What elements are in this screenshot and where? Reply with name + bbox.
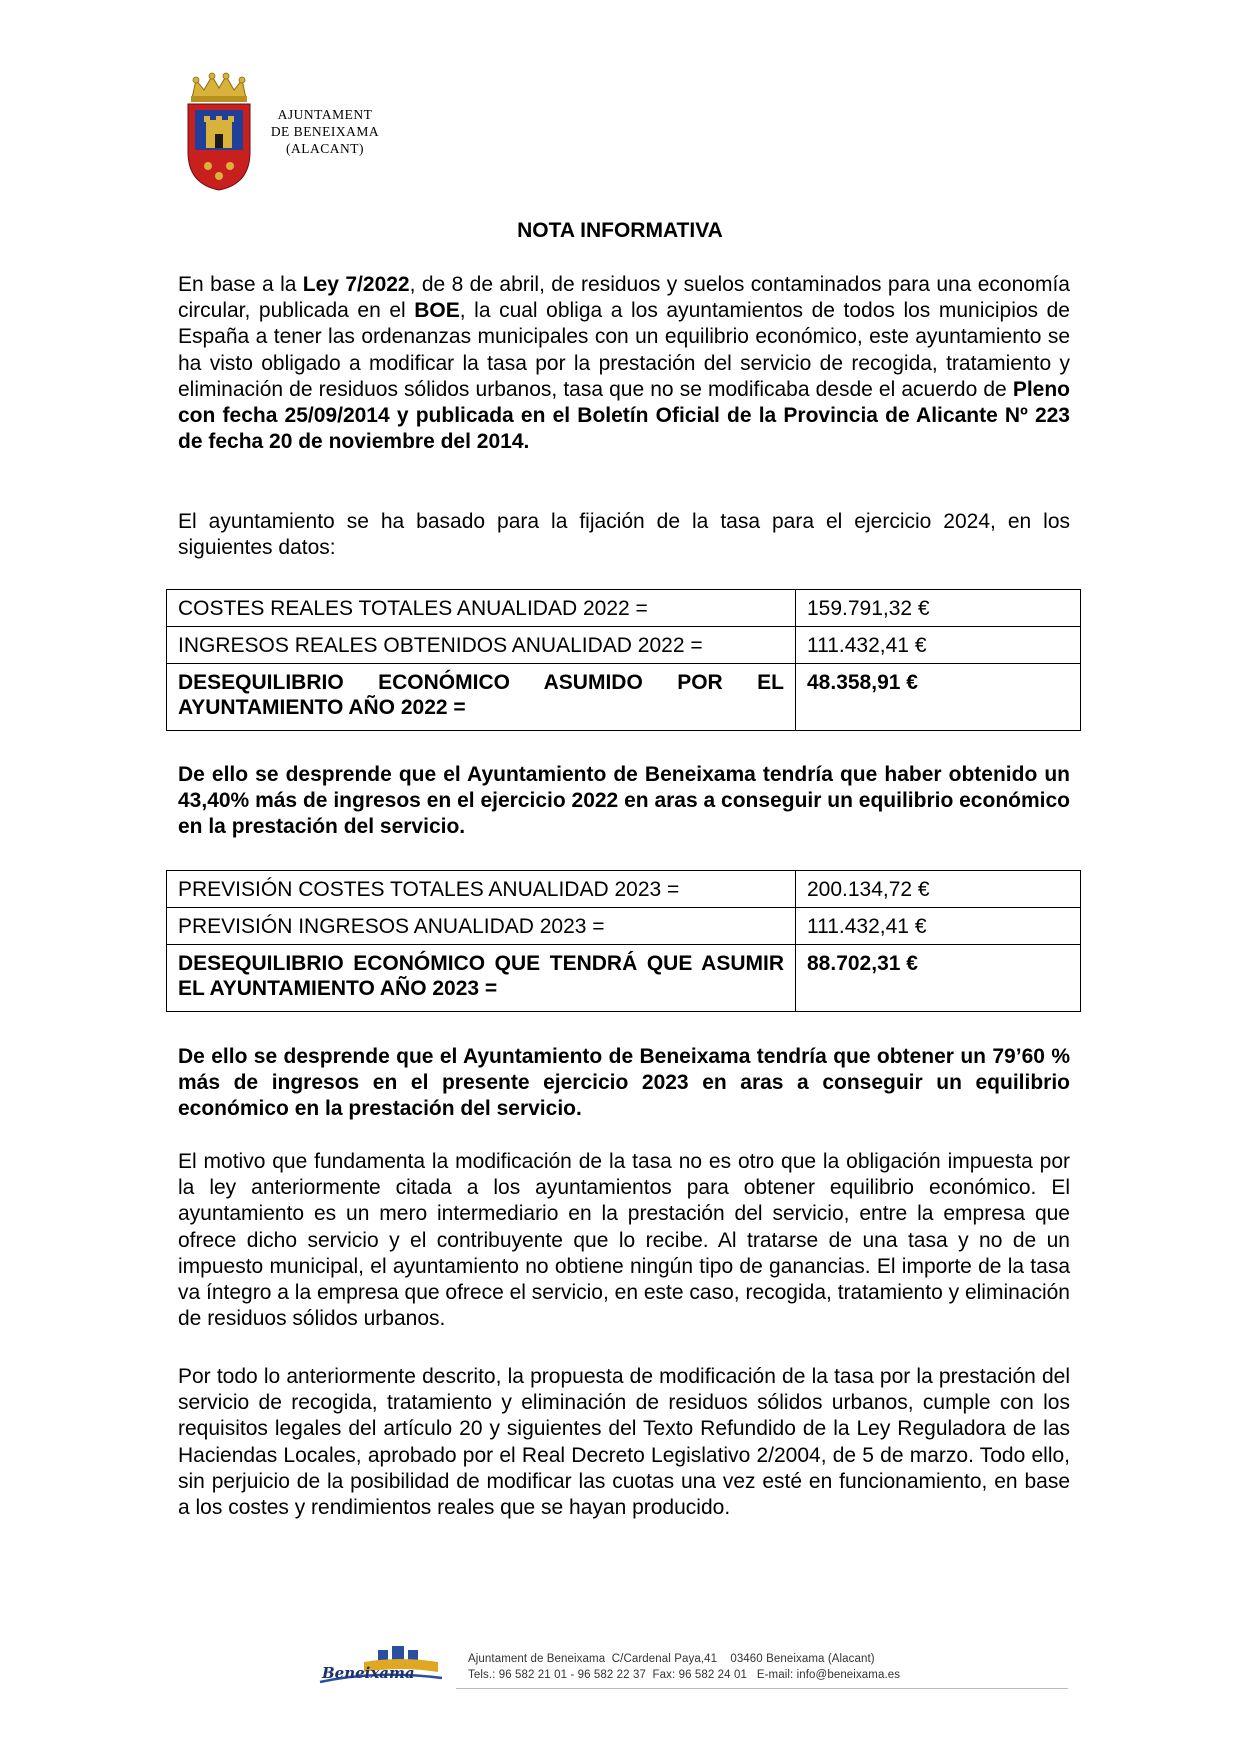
row-label: DESEQUILIBRIO ECONÓMICO QUE TENDRÁ QUE ASUMIR EL AYUNTAMIENTO AÑO 2023 = [167,945,796,1012]
row-value: 88.702,31 € [796,945,1081,1012]
paragraph-conclusion-2023: De ello se desprende que el Ayuntamiento de Beneixama tendría que obtener un 79’60 % más de ingresos en el presente ejercicio 2023 en aras a conseguir un equilibrio económico en la prestación del servicio. [178,1045,1070,1121]
intro-text-3: , la cual obliga a los ayuntamientos de todos los municipios de España a tener las ordenanzas municipales con un equilibrio económico, este ayuntamiento se ha visto obligado a modificar la tasa por la prestación del servicio de recogida, tratamiento y eliminación de residuos sólidos urbanos, tasa que no se modificaba desde el acuerdo de [178,299,1070,401]
org-line-2: DE BENEIXAMA [270,124,380,139]
row-value: 111.432,41 € [796,908,1081,945]
paragraph-conclusion-2022: De ello se desprende que el Ayuntamiento de Beneixama tendría que haber obtenido un 43,40% más de ingresos en el ejercicio 2022 en aras a conseguir un equilibrio económico en la prestación del servicio. [178,763,1070,839]
intro-text-1: En base a la [178,273,303,296]
row-value: 159.791,32 € [796,590,1081,627]
row-label: PREVISIÓN INGRESOS ANUALIDAD 2023 = [167,908,796,945]
paragraph-basis: El ayuntamiento se ha basado para la fijación de la tasa para el ejercicio 2024, en los siguientes datos: [178,510,1070,560]
row-value: 200.134,72 € [796,871,1081,908]
document-title: NOTA INFORMATIVA [517,219,723,242]
table-row-total [167,664,1081,731]
table-2023 [166,870,1081,1012]
org-line-3: (ALACANT) [286,141,364,156]
footer-address: Ajuntament de Beneixama C/Cardenal Paya,41 03460 Beneixama (Alacant) [468,1653,875,1665]
table-row [167,590,1081,627]
row-value: 111.432,41 € [796,627,1081,664]
footer-contact: Tels.: 96 582 21 01 - 96 582 22 37 Fax: 96 582 24 01 E-mail: info@beneixama.es [468,1669,901,1681]
paragraph-motive: El motivo que fundamenta la modificación de la tasa no es otro que la obligación impuesta por la ley anteriormente citada a los ayuntamientos para obtener equilibrio económico. El ayuntamiento es un mero intermediario en la prestación del servicio, entre la empresa que ofrece dicho servicio y el contribuyente que lo recibe. Al tratarse de una tasa y no de un impuesto municipal, el ayuntamiento no obtiene ningún tipo de ganancias. El importe de la tasa va íntegro a la empresa que ofrece el servicio, en este caso, recogida, tratamiento y eliminación de residuos sólidos urbanos. [178,1150,1070,1331]
table-row-total [167,945,1081,1012]
page-footer [316,1644,1068,1692]
paragraph-intro [178,272,1070,455]
row-label: PREVISIÓN COSTES TOTALES ANUALIDAD 2023 = [167,871,796,908]
intro-law-ref: Ley 7/2022 [302,273,410,296]
row-value: 48.358,91 € [796,664,1081,731]
table-row [167,627,1081,664]
letterhead [184,72,384,192]
paragraph-legal-basis: Por todo lo anteriormente descrito, la propuesta de modificación de la tasa por la prestación del servicio de recogida, tratamiento y eliminación de residuos sólidos urbanos, cumple con los requisitos legales del artículo 20 y siguientes del Texto Refundido de la Ley Reguladora de las Haciendas Locales, aprobado por el Real Decreto Legislativo 2/2004, de 5 de marzo. Todo ello, sin perjuicio de la posibilidad de modificar las cuotas una vez esté en funcionamiento, en base a los costes y rendimientos reales que se hayan producido. [178,1365,1070,1520]
footer-divider [456,1688,1068,1689]
org-line-1: AJUNTAMENT [277,107,373,122]
intro-text-2: , de 8 de abril, de residuos y suelos contaminados para una economía circular, publicada en el [178,273,1070,323]
intro-pleno-ref: Pleno con fecha 25/09/2014 y publicada en el Boletín Oficial de la Provincia de Alicante Nº 223 de fecha 20 de noviembre del 2014. [178,377,1070,454]
table-2022 [166,589,1081,731]
row-label: COSTES REALES TOTALES ANUALIDAD 2022 = [167,590,796,627]
beneixama-logo-icon [316,1644,446,1692]
row-label: DESEQUILIBRIO ECONÓMICO ASUMIDO POR EL AYUNTAMIENTO AÑO 2022 = [167,664,796,731]
svg-text:Beneixama: Beneixama [322,1664,415,1682]
municipal-crest-icon [184,72,254,192]
intro-boe-ref: BOE [414,299,460,323]
table-row [167,908,1081,945]
municipality-name [260,106,390,157]
table-row [167,871,1081,908]
row-label: INGRESOS REALES OBTENIDOS ANUALIDAD 2022 = [167,627,796,664]
